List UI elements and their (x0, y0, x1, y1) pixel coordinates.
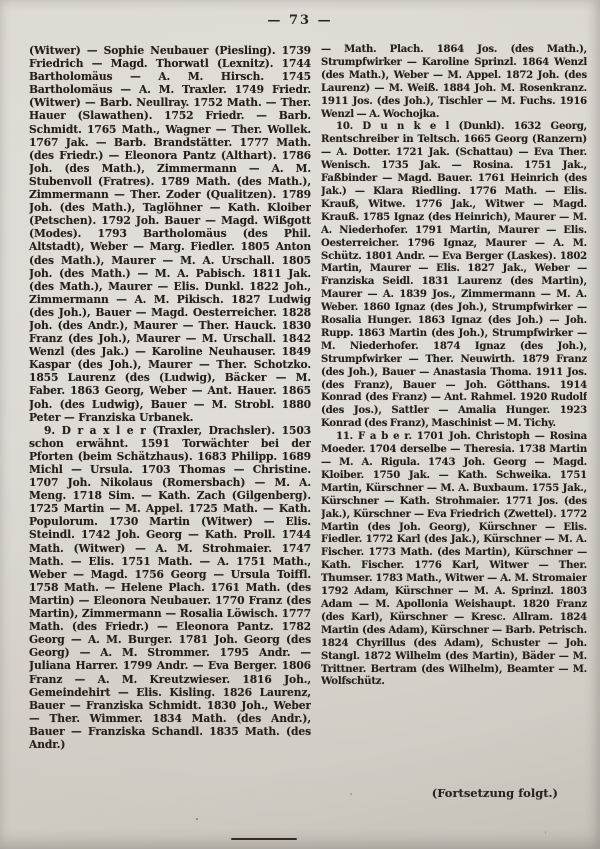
scan-speck (545, 831, 546, 834)
right-column (321, 44, 587, 789)
entry-9-draxler: 9. D r a x l e r (Traxler, Drachsler). 1503 schon erwähnt. 1591 Torwächter bei der Pforten (beim Schätzhaus). 1683 Philipp. 1689 Michl — Ursula. 1703 Thomas — Christine. 1707 Joh. Nikolaus (Romersbach) — M. A. Meng. 1718 Sim. — Kath. Zach (Gilgenberg). 1725 Martin — M. Appel. 1725 Math. — Kath. Populorum. 1730 Martin (Witwer) — Elis. Steindl. 1742 Joh. Georg — Kath. Proll. 1744 Math. (Witwer) — A. M. Strohmaier. 1747 Math. — Elis. 1751 Math. — A. 1751 Math., Weber — Magd. 1756 Georg — Ursula Toiffl. 1758 Math. — Helene Plach. 1761 Math. (des Martin) — Eleonora Neubauer. 1770 Franz (des Martin), Zimmermann — Rosalia Löwisch. 1777 Math. (des Friedr.) — Eleonora Pantz. 1782 Georg — A. M. Burger. 1781 Joh. Georg (des Georg) — A. M. Strommer. 1795 Andr. — Juliana Harrer. 1799 Andr. — Eva Berger. 1806 Franz — A. M. Kreutzwieser. 1816 Joh., Gemeindehirt — Elis. Kisling. 1826 Laurenz, Bauer — Franziska Schmidt. 1830 Joh., Weber — Ther. Wimmer. 1834 Math. (des Andr.), Bauer — Franziska Schandl. 1835 Math. (des Andr.) (29, 423, 311, 751)
entry-11-faber: 11. F a b e r. 1701 Joh. Christoph — Rosina Moeder. 1704 derselbe — Theresia. 1738 Martin — M. A. Rigula. 1743 Joh. Georg — Magd. Kloiber. 1750 Jak. — Kath. Schweika. 1751 Martin, Kürschner — M. A. Buxbaum. 1755 Jak., Kürschner — Kath. Strohmaier. 1771 Jos. (des Jak.), Kürschner — Eva Friedrich (Zwettel). 1772 Martin (des Joh. Georg), Kürschner — Elis. Fiedler. 1772 Karl (des Jak.), Kürschner — M. A. Fischer. 1773 Math. (des Martin), Kürschner — Kath. Fischer. 1776 Karl, Witwer — Ther. Thumser. 1783 Math., Witwer — A. M. Stromaier 1792 Adam, Kürschner — M. A. Sprinzl. 1803 Adam — M. Apollonia Weishaupt. 1820 Franz (des Karl), Kürschner — Kresc. Allram. 1824 Martin (des Adam), Kürschner — Barb. Petrisch. 1824 Chyrillus (des Adam), Schuster — Joh. Stangl. 1872 Wilhelm (des Martin), Bäder — M. Trittner. Bertram (des Wilhelm), Beamter — M. Wolfschütz. (321, 431, 587, 688)
page-number: — 73 — (267, 13, 333, 28)
entry-continuation-from-previous-page: (Witwer) — Sophie Neubauer (Piesling). 1739 Friedrich — Magd. Thorwatl (Lexnitz). 1744 Bartholomäus — A. M. Hirsch. 1745 Bartholomäus — A. M. Traxler. 1749 Friedr. (Witwer) — Barb. Neullray. 1752 Math. — Ther. Hauer (Slawathen). 1752 Friedr. — Barb. Schmidt. 1765 Math., Wagner — Ther. Wollek. 1767 Jak. — Barb. Brandstätter. 1777 Math. (des Friedr.) — Eleonora Pantz (Althart). 1786 Joh. (des Math.), Zimmermann — A. M. Stubenvoll (Fratres). 1789 Math. (des Math.), Zimmermann — Ther. Zoder (Qualitzen). 1789 Joh. (des Math.), Taglöhner — Kath. Kloiber (Petschen). 1792 Joh. Bauer — Magd. Wißgott (Modes). 1793 Bartholomäus (des Phil. Altstadt), Weber — Marg. Fiedler. 1805 Anton (des Math.), Maurer — M. A. Urschall. 1805 Joh. (des Math.) — M. A. Pabisch. 1811 Jak. (des Math.), Maurer — Elis. Dunkl. 1822 Joh., Zimmermann — A. M. Pikisch. 1827 Ludwig (des Joh.), Bauer — Magd. Oesterreicher. 1828 Joh. (des Andr.), Maurer — Ther. Hauck. 1830 Franz (des Joh.), Maurer — M. Urschall. 1842 Wenzl (des Jak.) — Karoline Neuhauser. 1849 Kaspar (des Joh.), Maurer — Ther. Schotzko. 1855 Laurenz (des (Ludwig), Bäcker — M. Faber. 1863 Georg, Weber — Ant. Hauer. 1865 Joh. (des Ludwig), Bauer — M. Strobl. 1880 Peter — Franziska Urbanek. (29, 44, 311, 424)
section-end-rule (231, 838, 297, 840)
continuation-note: (Fortsetzung folgt.) (431, 786, 558, 800)
entry-9-draxler-continuation: — Math. Plach. 1864 Jos. (des Math.), Strumpfwirker — Karoline Sprinzl. 1864 Wenzl (des Math.), Weber — M. Appel. 1872 Joh. (des Laurenz) — M. Weiß. 1884 Joh. M. Rosenkranz. 1911 Jos. (des Joh.), Tischler — M. Fuchs. 1916 Wenzl — A. Wochojka. (321, 44, 587, 120)
scan-speck (196, 818, 198, 820)
text-columns (29, 44, 587, 814)
entry-10-dunkel: 10. D u n k e l (Dunkl). 1632 Georg, Rentschreiber in Teltsch. 1665 Georg (Ranzern) — A. Dotter. 1721 Jak. (Schattau) — Eva Ther. Wenisch. 1735 Jak. — Rosina. 1751 Jak., Faßbinder — Magd. Bauer. 1761 Heinrich (des Jak.) — Klara Riedling. 1776 Math. — Elis. Krauß, Witwe. 1776 Jak., Witwer — Magd. Krauß. 1785 Ignaz (des Heinrich), Maurer — M. A. Niederhofer. 1791 Martin, Maurer — Elis. Oesterreicher. 1796 Ignaz, Maurer — A. M. Schütz. 1801 Andr. — Eva Berger (Laskes). 1802 Martin, Maurer — Elis. 1827 Jak., Weber — Franziska Seidl. 1831 Laurenz (des Martin), Maurer — A. 1839 Jos., Zimmermann — M. A. Weber. 1860 Ignaz (des Joh.), Strumpfwirker — Rosalia Hunger. 1863 Ignaz (des Joh.) — Joh. Rupp. 1863 Martin (des Joh.), Strumpfwirker — M. Niederhofer. 1874 Ignaz (des Joh.), Strumpfwirker — Ther. Neuwirth. 1879 Franz (des Joh.), Bauer — Anastasia Thoma. 1911 Jos. (des Franz), Bauer — Joh. Götthans. 1914 Konrad (des Franz) — Ant. Rahmel. 1920 Rudolf (des Jos.), Sattler — Amalia Hunger. 1923 Konrad (des Franz), Maschinist — M. Tichy. (321, 121, 587, 430)
left-column (29, 44, 311, 814)
scan-speck (350, 793, 352, 795)
